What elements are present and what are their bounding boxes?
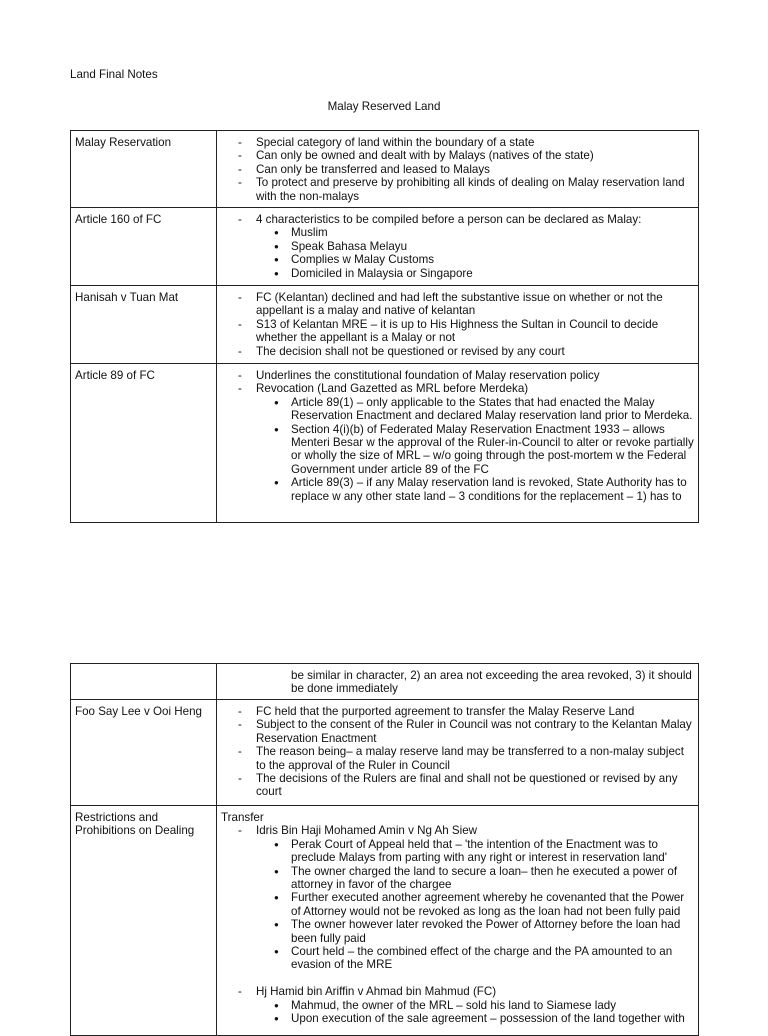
sub-list-item: ● Domiciled in Malaysia or Singapore <box>256 267 694 280</box>
row-content <box>217 208 699 286</box>
row-content <box>217 131 699 208</box>
sub-list-item: ● Speak Bahasa Melayu <box>256 240 694 253</box>
row-content <box>217 364 699 523</box>
sub-list-item: ● Mahmud, the owner of the MRL – sold his land to Siamese lady <box>256 999 694 1012</box>
row-label: Article 89 of FC <box>71 364 217 523</box>
list-item: - S13 of Kelantan MRE – it is up to His Highness the Sultan in Council to decide whether the appellant is a Malay or not <box>221 318 694 345</box>
sub-list-item: ● Article 89(1) – only applicable to the States that had enacted the Malay Reservation Enactment and declared Malay reservation land prior to Merdeka. <box>256 396 694 423</box>
list-item: - FC (Kelantan) declined and had left the substantive issue on whether or not the appellant is a malay and native of kelantan <box>221 291 694 318</box>
row-label: Article 160 of FC <box>71 208 217 286</box>
sub-list-item: ● Court held – the combined effect of the charge and the PA amounted to an evasion of the MRE <box>256 945 694 972</box>
table-row <box>71 806 699 1036</box>
case-name: Hj Hamid bin Ariffin v Ahmad bin Mahmud (FC) <box>256 985 497 999</box>
document-title: Malay Reserved Land <box>327 100 441 113</box>
list-item <box>221 213 694 280</box>
table-row <box>71 700 699 806</box>
list-item <box>221 985 694 1025</box>
table-row <box>71 131 699 208</box>
list-item: - Underlines the constitutional foundation of Malay reservation policy <box>221 369 694 382</box>
row-label: Hanisah v Tuan Mat <box>71 286 217 364</box>
list-item: - To protect and preserve by prohibiting all kinds of dealing on Malay reservation land with the non-malays <box>221 176 694 203</box>
sub-list-item: ● Article 89(3) – if any Malay reservation land is revoked, State Authority has to replace w any other state land – 3 conditions for the replacement – 1) has to <box>256 476 694 503</box>
list-item: - The reason being– a malay reserve land may be transferred to a non-malay subject to the approval of the Ruler in Council <box>221 745 694 772</box>
list-item-text: Revocation (Land Gazetted as MRL before Merdeka) <box>256 382 529 396</box>
row-content <box>217 700 699 806</box>
sub-list-item: ● Complies w Malay Customs <box>256 253 694 266</box>
sub-list-item: ● Perak Court of Appeal held that – 'the intention of the Enactment was to preclude Malays from parting with any right or interest in reservation land' <box>256 838 694 865</box>
list-item-text: 4 characteristics to be compiled before a person can be declared as Malay: <box>256 213 642 226</box>
sub-list-item: ● Muslim <box>256 226 694 239</box>
list-item: - Can only be transferred and leased to Malays <box>221 163 694 176</box>
list-item: - The decision shall not be questioned or revised by any court <box>221 345 694 358</box>
row-label: Malay Reservation <box>71 131 217 208</box>
table-row <box>71 364 699 523</box>
sub-list-item: ● Section 4(i)(b) of Federated Malay Reservation Enactment 1933 – allows Menteri Besar w the approval of the Ruler-in-Council to alter or revoke partially or wholly the size of MRL – w/o going through the post-mortem w the Federal Government under article 89 of the FC <box>256 423 694 477</box>
row-label: Restrictions and Prohibitions on Dealing <box>71 806 217 1036</box>
document-header: Land Final Notes <box>70 68 158 81</box>
list-item <box>221 382 694 503</box>
row-content <box>217 664 699 700</box>
list-item: - The decisions of the Rulers are final and shall not be questioned or revised by any court <box>221 772 694 799</box>
list-item <box>221 824 694 971</box>
notes-table-2 <box>70 663 699 1036</box>
row-label: Foo Say Lee v Ooi Heng <box>71 700 217 806</box>
table-row <box>71 208 699 286</box>
list-item: - FC held that the purported agreement to transfer the Malay Reserve Land <box>221 705 694 718</box>
spacer <box>221 972 694 985</box>
table-row <box>71 664 699 700</box>
list-item: - Can only be owned and dealt with by Malays (natives of the state) <box>221 149 694 162</box>
sub-list-item: ● The owner charged the land to secure a loan– then he executed a power of attorney in favor of the chargee <box>256 865 694 892</box>
continuation-text: be similar in character, 2) an area not exceeding the area revoked, 3) it should be done immediately <box>291 669 692 696</box>
list-item: - Special category of land within the boundary of a state <box>221 136 694 149</box>
sub-list-item: ● Upon execution of the sale agreement – possession of the land together with <box>256 1012 694 1025</box>
table-row <box>71 286 699 364</box>
sub-list-item: ● Further executed another agreement whereby he covenanted that the Power of Attorney would not be revoked as long as the loan had not been fully paid <box>256 891 694 918</box>
case-name: Idris Bin Haji Mohamed Amin v Ng Ah Siew <box>256 824 478 838</box>
list-item: - Subject to the consent of the Ruler in Council was not contrary to the Kelantan Malay Reservation Enactment <box>221 718 694 745</box>
section-heading: Transfer <box>221 811 264 824</box>
row-content <box>217 286 699 364</box>
notes-table-1 <box>70 130 699 523</box>
sub-list-item: ● The owner however later revoked the Power of Attorney before the loan had been fully paid <box>256 918 694 945</box>
row-label <box>71 664 217 700</box>
row-content <box>217 806 699 1036</box>
